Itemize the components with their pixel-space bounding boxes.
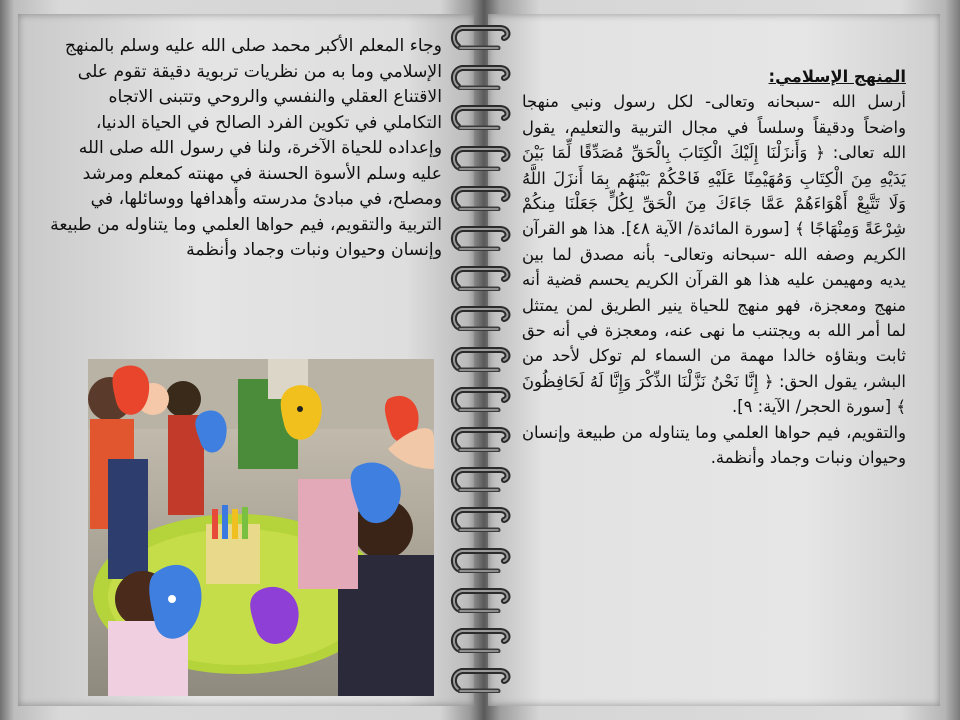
spiral-ring — [448, 145, 514, 171]
spiral-ring — [448, 667, 514, 693]
spiral-ring — [448, 104, 514, 130]
right-page-paragraph-1: أرسل الله -سبحانه وتعالى- لكل رسول ونبي منهجا واضحاً ودقيقاً وسلساً في مجال التربية والتعليم، يقول الله تعالى: ﴿ وَأَنزَلْنَا إِلَيْكَ الْكِتَابَ بِالْحَقِّ مُصَدِّقًا لِّمَا بَيْنَ يَدَيْهِ مِنَ الْكِتَابِ وَمُهَيْمِنًا عَلَيْهِ فَاحْكُمْ بَيْنَهُم بِمَا أَنزَلَ اللَّهُ وَلَا تَتَّبِعْ أَهْوَاءَهُمْ عَمَّا جَاءَكَ مِنَ الْحَقِّ لِكُلٍّ جَعَلْنَا مِنكُمْ شِرْعَةً وَمِنْهَاجًا ﴾ [سورة المائدة/ الآية ٤٨]. هذا هو القرآن الكريم وصفه الله -سبحانه وتعالى- بأنه مصدق لما بين يديه ومهيمن عليه هذا هو القرآن الكريم يحسم قضية أنه منهج ومعجزة، فهو منهج للحياة ينير الطريق لمن يمتثل لما أمر الله به ويجتنب ما نهى عنه، ومعجزة في أنه حق ثابت وبقاؤه خالدا مهمة من السماء لم توكل لأحد من البشر، يقول الحق: ﴿ إِنَّا نَحْنُ نَزَّلْنَا الذِّكْرَ وَإِنَّا لَهُ لَحَافِظُونَ ﴾ [سورة الحجر/ الآية: ٩]. — [522, 92, 906, 417]
spiral-ring — [448, 305, 514, 331]
spiral-ring — [448, 225, 514, 251]
classroom-photo — [88, 359, 434, 696]
spiral-ring — [448, 547, 514, 573]
spiral-ring — [448, 265, 514, 291]
spiral-ring — [448, 386, 514, 412]
spiral-ring — [448, 24, 514, 50]
spiral-ring — [448, 185, 514, 211]
spiral-ring — [448, 506, 514, 532]
spiral-ring — [448, 346, 514, 372]
spiral-ring — [448, 587, 514, 613]
right-page-text — [522, 64, 906, 471]
spiral-ring — [448, 627, 514, 653]
spiral-binding — [448, 18, 520, 708]
left-page-paragraph: وجاء المعلم الأكبر محمد صلى الله عليه وسلم بالمنهج الإسلامي وما به من نظريات تربوية دقيقة تقوم على الاقتناع العقلي والنفسي والروحي وتتبنى الاتجاه التكاملي في تكوين الفرد الصالح في الحياة الدنيا، وإعداده للحياة الآخرة، ولنا في رسول الله صلى الله عليه وسلم الأسوة الحسنة في مهنته كمعلم ومرشد ومصلح، في مبادئ مدرسته وأهدافها ووسائلها، في التربية والتقويم، فيم حواها العلمي وما يتناوله من طبيعة وإنسان وحيوان ونبات وجماد وأنظمة — [50, 36, 442, 260]
section-heading: المنهج الإسلامي: — [768, 67, 906, 86]
right-page-paragraph-2: والتقويم، فيم حواها العلمي وما يتناوله من طبيعة وإنسان وحيوان ونبات وجماد وأنظمة. — [522, 422, 906, 468]
spiral-ring — [448, 426, 514, 452]
spiral-ring — [448, 64, 514, 90]
spiral-ring — [448, 466, 514, 492]
